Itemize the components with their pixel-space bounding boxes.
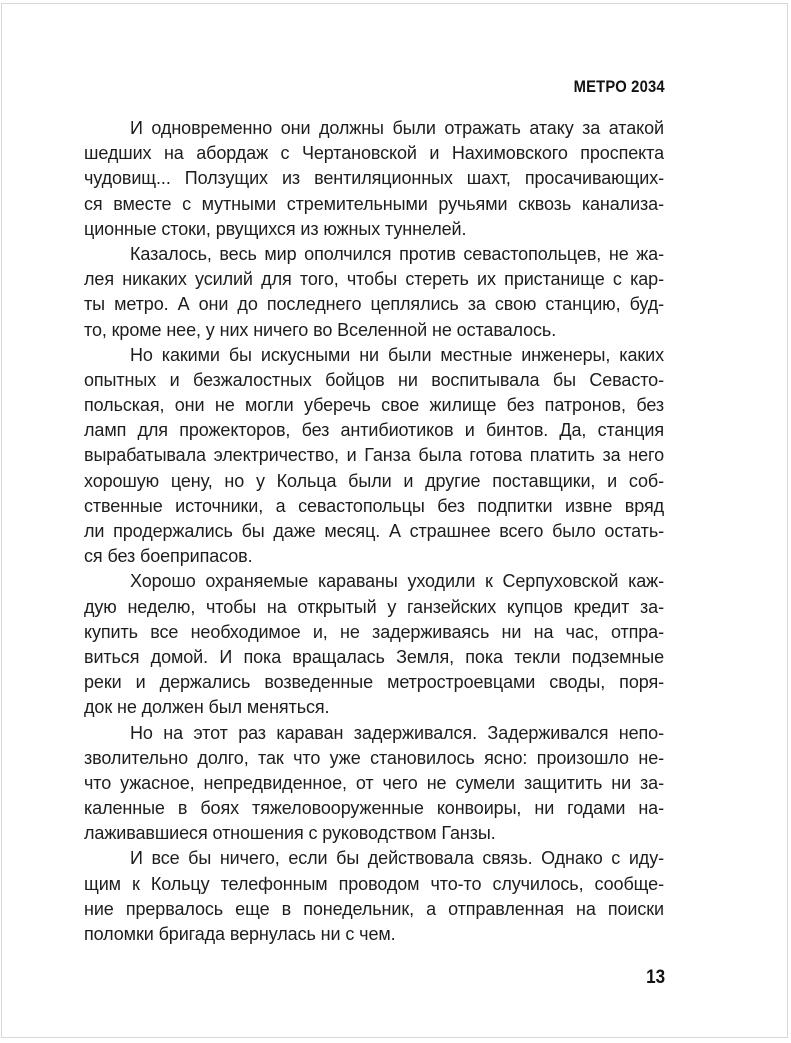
paragraph [84, 721, 664, 847]
text-line: ние прервалось еще в понедельник, а отправленная на поиски [84, 898, 664, 919]
text-line: ты метро. А они до последнего цеплялись за свою станцию, буд- [84, 294, 664, 315]
text-line: И одновременно они должны были отражать атаку за атакой [130, 118, 664, 138]
paragraph [84, 343, 664, 570]
text-line: ли продержались бы даже месяц. А страшнее всего было остать- [84, 521, 664, 541]
text-line: каленные в боях тяжеловооруженные конвоиры, ни годами на- [84, 798, 664, 819]
running-header: МЕТРО 2034 [573, 77, 665, 96]
text-line: лея никаких усилий для того, чтобы стереть их пристанище с кар- [84, 269, 664, 290]
page-body [84, 116, 664, 947]
text-line: шедших на абордаж с Чертановской и Нахимовского проспекта [84, 143, 664, 164]
text-line: что ужасное, непредвиденное, от чего не сумели защитить ни за- [84, 772, 664, 793]
page-number: 13 [645, 967, 665, 988]
paragraph [84, 116, 664, 242]
text-line: польская, они не могли уберечь свое жилище без патронов, без [84, 395, 664, 416]
text-line: И все бы ничего, если бы действовала связь. Однако с иду- [130, 848, 664, 869]
text-line: хорошую цену, но у Кольца были и другие поставщики, и соб- [84, 470, 664, 491]
paragraph [84, 846, 664, 947]
text-line: ламп для прожекторов, без антибиотиков и бинтов. Да, станция [84, 420, 664, 441]
text-line: ционные стоки, рвущихся из южных туннелей. [84, 218, 467, 239]
text-line: виться домой. И пока вращалась Земля, пока текли подземные [84, 646, 664, 667]
text-line: то, кроме нее, у них ничего во Вселенной не оставалось. [84, 319, 557, 340]
text-line: купить все необходимое и, не задерживаясь ни на час, отпра- [84, 621, 664, 642]
text-line: ся без боеприпасов. [84, 546, 253, 567]
text-line: лаживавшиеся отношения с руководством Ганзы. [84, 823, 496, 844]
text-line: док не должен был меняться. [84, 697, 330, 718]
text-line: зволительно долго, так что уже становилось ясно: произошло не- [84, 747, 664, 768]
text-line: Но на этот раз караван задерживался. Задерживался непо- [130, 722, 664, 743]
text-line: щим к Кольцу телефонным проводом что-то случилось, сообще- [84, 873, 664, 894]
text-line: Хорошо охраняемые караваны уходили к Серпуховской каж- [130, 571, 664, 592]
text-line: чудовищ... Ползущих из вентиляционных шахт, просачивающих- [84, 168, 664, 189]
text-line: Казалось, весь мир ополчился против севастопольцев, не жа- [130, 243, 664, 264]
text-line: реки и держались возведенные метростроевцами своды, поря- [84, 672, 664, 693]
paragraph [84, 242, 664, 343]
text-line: опытных и безжалостных бойцов ни воспитывала бы Севасто- [84, 369, 664, 390]
text-line: поломки бригада вернулась ни с чем. [84, 924, 396, 944]
text-line: ся вместе с мутными стремительными ручьями сквозь канализа- [84, 193, 664, 214]
text-line: ственные источники, а севастопольцы без подпитки извне вряд [84, 495, 664, 516]
text-line: дую неделю, чтобы на открытый у ганзейских купцов кредит за- [84, 596, 664, 617]
text-line: вырабатывала электричество, и Ганза была готова платить за него [84, 445, 664, 466]
paragraph [84, 569, 664, 720]
text-line: Но какими бы искусными ни были местные инженеры, каких [130, 344, 664, 365]
